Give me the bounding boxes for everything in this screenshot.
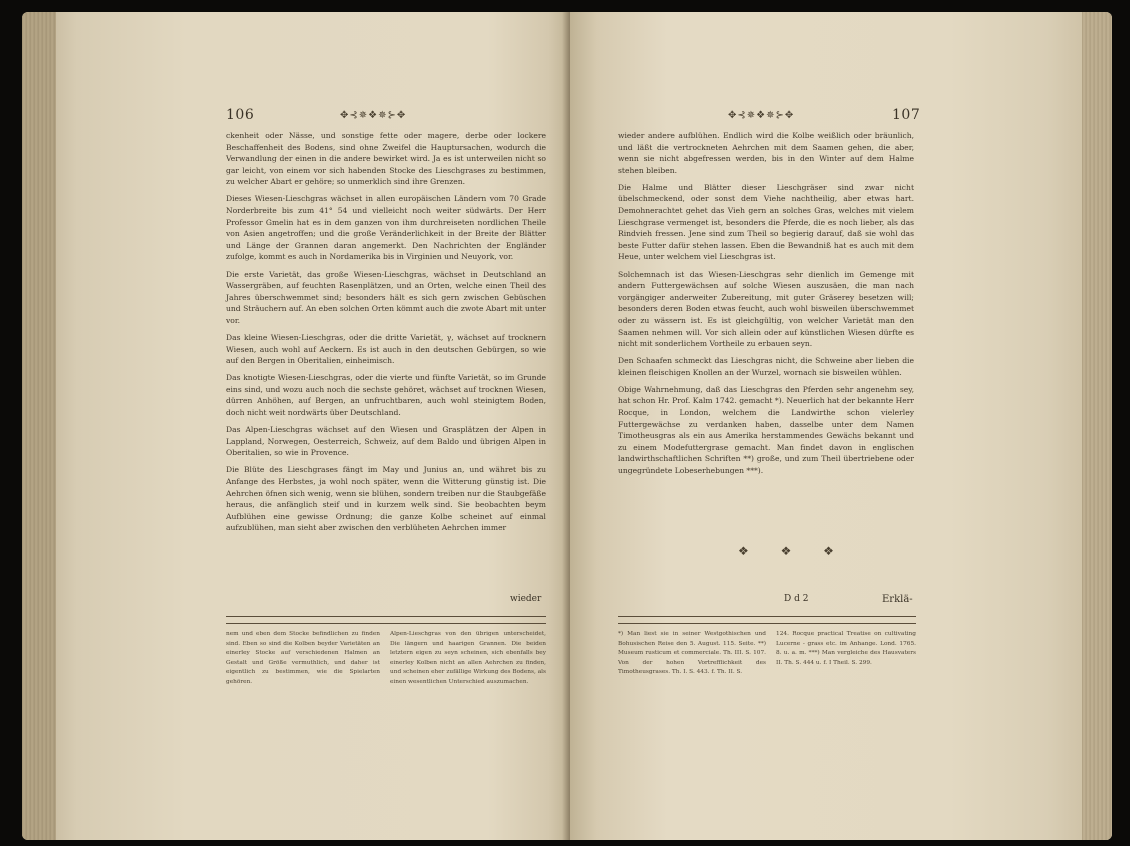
right-page [570,12,1112,840]
paragraph: wieder andere aufblühen. Endlich wird die Kolbe weißlich oder bräunlich, und läßt die vertrockneten Aehrchen mit dem Saamen gehen, die aber, wenn sie nicht abgefressen werden, bis in den Winter auf dem Halme stehen bleiben. [618,131,914,175]
paragraph: Obige Wahrnehmung, daß das Lieschgras den Pferden sehr angenehm sey, hat schon Hr. Prof. Kalm 1742. gemacht *). Neuerlich hat der bekannte Herr Rocque, in London, welchem die Landwirthe schon vielerley Futtergewächse zu verdanken haben, dasselbe unter dem Namen Timotheusgras als ein aus Amerika herstammendes Gewächs bekannt und zu einem Modefuttergrase gemacht. Man findet davon in englischen landwirthschaftlichen Schriften **) große, und zum Theil übertriebene oder ungegründete Lobeserhebungen ***). [618,384,914,476]
page-number: 106 [226,107,255,123]
paragraph: Die Blüte des Lieschgrases fängt im May und Junius an, und währet bis zu Anfange des Herbstes, ja wohl noch später, wenn die Witterung günstig ist. Die Aehrchen öfnen sich wenig, wenn sie blühen, sondern treiben nur die Staubgefäße heraus, die anfänglich steif und in kurzem welk sind. Sie beobachten beym Aufblühen eine gewisse Ordnung; die ganze Kolbe scheinet auf einmal aufzublühen, man sieht aber zwischen den verblüheten Aehrchen immer [226,465,546,533]
paragraph: Den Schaafen schmeckt das Lieschgras nicht, die Schweine aber lieben die kleinen fleischigen Knollen an der Wurzel, wornach sie bisweilen wühlen. [618,356,914,377]
paragraph: Das knotigte Wiesen-Lieschgras, oder die vierte und fünfte Varietät, so im Grunde eins sind, und wozu auch noch die sechste gehöret, wächset auf trocknen Wiesen, dürren Anhöhen, auf Bergen, an unfruchtbaren, auch wohl steinigtem Boden, doch nicht weit nordwärts über Deutschland. [226,373,546,418]
footnote-column-left [226,630,380,688]
footnote-text: 124. Rocque practical Treatise on cultivating Lucerne - grass etc. im Anhange. Lond. 1765. 8. u. a. m. ***) Man vergleiche des Hausvaters II. Th. S. 444 u. f. I Theil. S. 299. [776,631,916,666]
paragraph: Die Halme und Blätter dieser Lieschgräser sind zwar nicht übelschmeckend, oder sonst dem Viehe nachtheilig, aber etwas hart. Demohnerachtet gehet das Vieh gern an solches Gras, welches mit vielem Lieschgrase vermenget ist, besonders die Pferde, die es noch lieber, als das Rindvieh fressen. Jene sind zum Theil so begierig darauf, daß sie wohl das beste Futter dafür stehen lassen. Eben die Bewandniß hat es auch mit dem Heue, unter welchem viel Lieschgras ist. [618,182,914,262]
footnote-rule [226,616,546,624]
footnote-column-right [390,630,546,688]
footnote-text: nem und eben dem Stocke befindlichen zu finden sind. Eben so sind die Kolben beyder Varietäten an einerley Stocke auf verschiedenen Halmen an Gestalt und Größe vermuthlich, und daher ist eigentlich zu bestimmen, wie die Spielarten gehören. [226,631,380,685]
right-body-text [618,130,914,482]
left-page [22,12,570,840]
page-number: 107 [892,107,921,123]
paragraph: ckenheit oder Nässe, und sonstige fette oder magere, derbe oder lockere Beschaffenheit des Bodens, sind ohne Zweifel die Hauptursachen, wodurch die Verwandlung der einen in die andere bewirket wird. Ja es ist unterweilen nicht so gar leicht, von einem vor sich habenden Stocke des Lieschgrases zu bestimmen, zu welcher Abart er gehöre; so unmerklich sind ihre Grenzen. [226,131,546,187]
left-body-text [226,130,546,540]
paragraph: Das Alpen-Lieschgras wächset auf den Wiesen und Grasplätzen der Alpen in Lappland, Norwegen, Oesterreich, Schweiz, auf dem Baldo und übrigen Alpen in Oberitalien, so wie in Provence. [226,425,546,458]
header-ornament: ✥⊰✵❖✵⊱✥ [340,110,407,121]
footnote-text: *) Man liest sie in seiner Westgothischen und Bohusischen Reise den 5. August. 115. Seite. **) Museum rusticum et commerciale. Th. III. S. 107. Von der hohen Vortrefflichkeit des Timotheusgrases. Th. I. S. 443. f. Th. II. S. [618,631,766,676]
footnote-column-right [776,630,916,668]
footnote-text: Alpen-Lieschgras von den übrigen unterscheidet, Die längern und haarigen Grannen. Die beiden letztern eigen zu seyn scheinen, sich ebenfalls bey einerley Kolben nicht an allen Aehrchen zu finden, und scheinen eher zufällige Wirkung des Bodens, als einen wesentlichen Unterschied auszumachen. [390,631,546,685]
paragraph: Dieses Wiesen-Lieschgras wächset in allen europäischen Ländern vom 70 Grade Norderbreite bis zum 41° 54 und vielleicht noch weiter südwärts. Der Herr Professor Gmelin hat es in dem ganzen von ihm durchreiseten nordlichen Theile von Asien angetroffen; und die große Veränderlichkeit in der Breite der Blätter und Länge der Grannen daran angemerkt. Den Nachrichten der Engländer zufolge, kommt es auch in Nordamerika bis in Virginien und Neuyork, vor. [226,194,546,262]
footnote-rule [618,616,916,624]
signature-mark: D d 2 [784,594,809,604]
paragraph: Die erste Varietät, das große Wiesen-Lieschgras, wächset in Deutschland an Wassergräben, auf feuchten Rasenplätzen, und an Orten, welche einen Theil des Jahres überschwemmet sind; besonders hält es sich gern zwischen Gebüschen und Sträuchern auf. An eben solchen Orten kömmt auch die zwote Abart mit unter vor. [226,269,546,325]
paragraph: Das kleine Wiesen-Lieschgras, oder die dritte Varietät, γ, wächset auf trocknern Wiesen, auch wohl auf Aeckern. Es ist auch in den deutschen Gebürgen, so wie auf den Bergen in Oberitalien, einheimisch. [226,333,546,366]
left-page-edges [22,12,56,840]
header-ornament: ✥⊰✵❖✵⊱✥ [728,110,795,121]
footnote-column-left [618,630,766,678]
catchword: Erklä- [882,594,913,605]
catchword: wieder [510,594,542,604]
paragraph: Solchemnach ist das Wiesen-Lieschgras sehr dienlich im Gemenge mit andern Futtergewächsen auf solche Wiesen auszusäen, die man nach vorgängiger anderweiter Zubereitung, mit guter Gräserey besetzen will; besonders deren Boden etwas feucht, auch wohl bisweilen überschwemmet oder zu wässern ist. Es ist gleichgültig, von welcher Varietät man den Saamen nehmen will. Vor sich allein oder auf künstlichen Wiesen dürfte es nicht mit sonderlichem Vortheile zu erbauen seyn. [618,269,914,349]
section-stars: ❖ ❖ ❖ [738,544,848,558]
open-book [22,12,1112,840]
right-page-edges [1082,12,1112,840]
